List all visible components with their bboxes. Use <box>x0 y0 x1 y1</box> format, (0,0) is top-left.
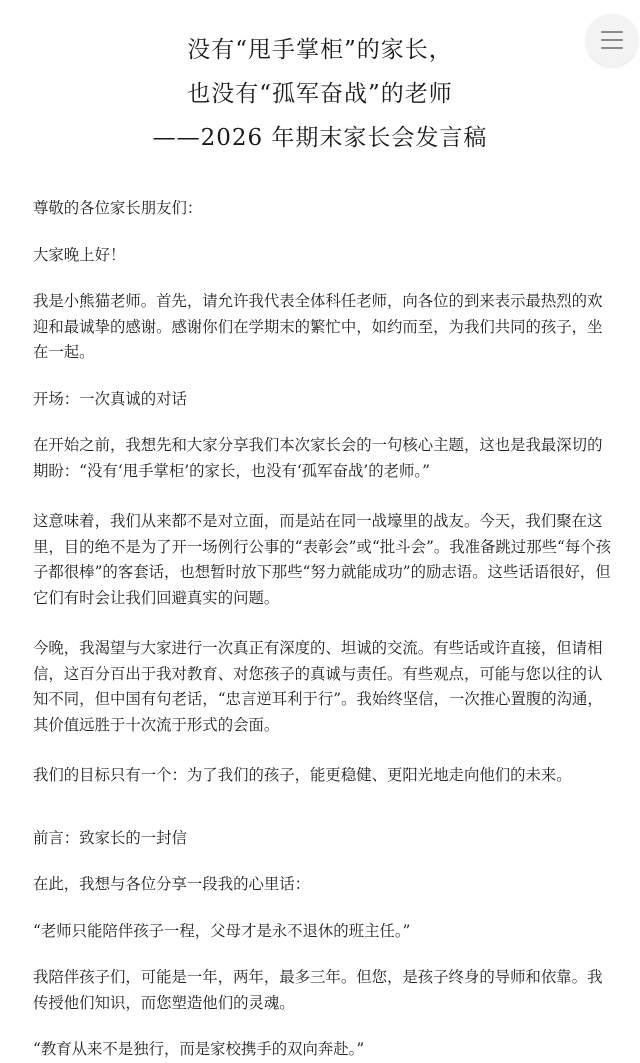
document-body <box>33 196 613 1063</box>
paragraph-heart: 在此，我想与各位分享一段我的心里话： <box>33 875 311 893</box>
intro-paragraph: 我是小熊猫老师。首先，请允许我代表全体科任老师，向各位的到来表示最热烈的欢迎和最诚挚的感谢。感谢你们在学期末的繁忙中，如约而至，为我们共同的孩子，坐在一起。 <box>33 292 603 361</box>
quote-teacher: “老师只能陪伴孩子一程，父母才是永不退休的班主任。” <box>33 921 411 940</box>
title-line-1: 没有“甩手掌柜”的家长， <box>187 37 453 63</box>
title-line-2: 也没有“孤军奋战”的老师 <box>187 81 453 107</box>
paragraph-tonight: 今晚，我渴望与大家进行一次真正有深度的、坦诚的交流。有些话或许直接，但请相信，这百分百出于我对教育、对您孩子的真诚与责任。有些观点，可能与您以往的认知不同，但中国有句老话，“忠言逆耳利于行”。我始终坚信，一次推心置腹的沟通，其价值远胜于十次流于形式的会面。 <box>33 639 603 734</box>
paragraph-theme: 在开始之前，我想先和大家分享我们本次家长会的一句核心主题，这也是我最深切的期盼：“没有‘甩手掌柜’的家长，也没有‘孤军奋战’的老师。” <box>33 436 603 480</box>
hello: 大家晚上好！ <box>33 245 126 264</box>
section-heading-letter: 前言：致家长的一封信 <box>33 828 187 847</box>
greeting: 尊敬的各位家长朋友们： <box>33 199 203 217</box>
paragraph-goal: 我们的目标只有一个：为了我们的孩子，能更稳健、更阳光地走向他们的未来。 <box>33 766 572 784</box>
paragraph-mentor: 我陪伴孩子们，可能是一年，两年，最多三年。但您，是孩子终身的导师和依靠。我传授他们知识，而您塑造他们的灵魂。 <box>33 968 603 1012</box>
title-line-3: ——2026 年期末家长会发言稿 <box>152 125 488 151</box>
quote-education: “教育从来不是独行，而是家校携手的双向奔赴。” <box>33 1040 365 1058</box>
paragraph-comrades: 这意味着，我们从来都不是对立面，而是站在同一战壕里的战友。今天，我们聚在这里，目的绝不是为了开一场例行公事的“表彰会”或“批斗会”。我准备跳过那些“每个孩子都很棒”的客套话，也想暂时放下那些“努力就能成功”的励志语。这些话语很好，但它们有时会让我们回避真实的问题。 <box>33 512 612 607</box>
document-title <box>0 28 640 160</box>
section-heading-opening: 开场：一次真诚的对话 <box>33 389 187 408</box>
